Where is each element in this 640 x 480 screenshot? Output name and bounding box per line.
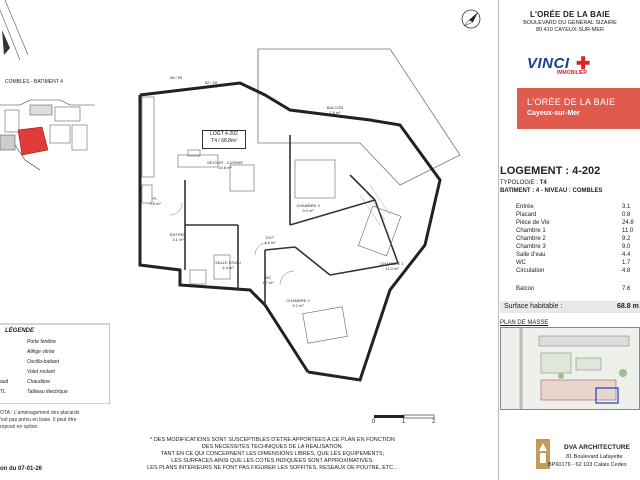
area-row [500,212,640,220]
room-sejour-name: SÉJOUR - CUISINE [206,160,243,165]
room-chambre1-name: CHAMBRE 1 [380,261,404,266]
area-label: Chambre 1 [516,228,546,234]
area-value: 9.2 [622,236,631,242]
room-sdeau [208,260,248,270]
room-chambre1 [372,261,412,271]
plan-masse [500,327,640,410]
disclaimer-line: TANT EN CE QUI CONCERNENT LES DIMENSIONS LIBRES, QUE LES EQUIPEMENTS; [160,451,385,457]
scale-bar-drawing [369,413,449,423]
legend-item [0,379,110,387]
area-row [500,236,640,244]
key-plan-label: COMBLES - BATIMENT 4 [5,79,63,85]
legend-note [0,410,79,431]
room-chambre1-area: 11.0 m² [385,266,399,271]
north-arrow [460,8,482,30]
area-value: 24.8 [622,220,634,226]
area-label: Entrée [516,204,534,210]
legend-note-line: 'est pas prévu en base. Il peut être [0,417,77,423]
typologie-label: TYPOLOGIE : [500,180,540,186]
balcon-value: 7.6 [622,286,631,292]
area-value: 0.8 [622,212,631,218]
key-plan-drawing [0,85,95,180]
vinci-logo [527,55,607,79]
room-chambre2-name: CHAMBRE 2 [286,298,310,303]
room-balcon-name: BALCON [326,105,344,110]
area-label: Circulation [516,268,545,274]
room-dgt-area: 4.8 m² [264,240,276,245]
project-title: L'ORÉE DE LA BAIE [529,10,611,19]
disclaimer-line: LES SURFACES AINSI QUE LES COTES INDIQUEES SONT APPROXIMATIVES. [171,458,374,464]
room-sdeau-area: 4.4 m² [222,265,234,270]
area-value: 3.1 [622,204,631,210]
legend-note-line: OTA : L'aménagement des placards [0,410,80,416]
room-chambre3 [288,203,328,213]
revision-date: on du 07-01-26 [0,466,43,472]
legend-desc: Porte fenêtre [27,339,56,345]
area-value: 9.0 [622,244,631,250]
balcon-row [500,286,640,294]
area-label: Chambre 2 [516,236,546,242]
room-wc-area: 1.7 m² [262,280,274,285]
legend-code: TL [0,389,6,395]
area-value: 1.7 [622,260,631,266]
disclaimer-line: DES NECESSITES TECHNIQUES DE LA REALISATION. [201,444,344,450]
scale-tick-2: 2 [432,419,436,425]
area-value: 4.8 [622,268,631,274]
room-entree-name: ENTREE [169,232,187,237]
legend-title: LÉGENDE [5,328,35,334]
scale-tick-1: 1 [402,419,406,425]
unit-tag-line1: LOGT 4-202 [210,131,238,137]
area-label: Chambre 3 [516,244,546,250]
room-sejour [190,160,260,170]
room-chambre2-area: 9.2 m² [292,303,304,308]
area-label: Salle d'eau [516,252,546,258]
batiment-line: BATIMENT : 4 - NIVEAU : COMBLES [500,188,603,194]
plan-masse-label: PLAN DE MASSE [500,320,549,326]
area-row [500,268,640,276]
scale-tick-0: 0 [372,419,376,425]
area-row [500,260,640,268]
unit-tag [202,130,246,149]
vinci-logo-sub: IMMOBILIER [557,70,587,76]
surface-label: Surface habitable : [504,303,563,310]
room-dgt-name: DGT [265,235,275,240]
unit-tag-line2: T4 / 68.8m² [211,138,237,144]
legend-item [0,349,110,357]
key-plan-top-drawing [0,0,28,75]
vinci-logo-text: VINCI [527,55,570,72]
area-row [500,228,640,236]
area-label: Placard [516,212,537,218]
area-value: 4.4 [622,252,631,258]
north-arrow-icon [460,8,482,30]
plan-dim-2: 52 / 10 [205,80,218,85]
room-balcon-area: 7.6 m² [329,110,341,115]
legend-item [0,369,110,377]
surface-habitable [500,301,640,313]
legend-desc: Chaudière [27,379,51,385]
room-sdeau-name: SALLE D'EAU [215,260,241,265]
room-sejour-area: 24.8 m² [218,165,232,170]
project-banner [517,88,640,129]
balcon-label: Balcon [516,286,535,292]
scale-bar [369,410,449,430]
disclaimer-line: * DES MODIFICATIONS SONT SUSCEPTIBLES D'ETRE APPORTEES A CE PLAN EN FONCTION [150,437,395,443]
legend-item [0,389,110,397]
area-label: Pièce de Vie [516,220,550,226]
surface-value: 68.8 m [617,303,639,310]
legend-item [0,359,110,367]
legend-desc: Oscillo-battant [27,359,59,365]
key-plan-top [0,0,28,75]
architect-address2: BP60176 - 62 103 Calais Cedex [548,462,627,468]
room-chambre3-name: CHAMBRE 3 [296,203,320,208]
key-plan [0,85,95,180]
area-row [500,252,640,260]
room-pl-name: PL [152,196,158,201]
project-address-line1: BOULEVARD DU GÉNÉRAL SIZAIRE [523,20,617,26]
area-value: 11.0 [622,228,634,234]
banner-title: L'ORÉE DE LA BAIE [527,97,616,107]
room-entree-area: 3.1 m² [172,237,184,242]
room-dgt [255,235,285,245]
project-address-line2: 80 410 CAYEUX-SUR-MER [535,27,605,33]
legend-item [0,339,110,347]
vinci-plus-icon: ✚ [576,54,591,73]
room-balcon [310,105,360,115]
legend-note-line: roposé en option [0,424,38,430]
legend-code: aud [0,379,9,385]
room-entree [163,232,193,242]
room-chambre2 [278,298,318,308]
legend [0,322,110,480]
legend-desc: Volet roulant [27,369,55,375]
logement-title: LOGEMENT : 4-202 [500,165,601,177]
typologie-value: T4 [539,180,547,186]
room-pl [145,196,165,206]
room-wc-name: WC [264,275,272,280]
legend-desc: Tableau électrique [27,389,68,395]
area-row [500,220,640,228]
disclaimer [120,437,425,472]
room-wc [258,275,278,285]
area-row [500,244,640,252]
architect-name: DVA ARCHITECTURE [564,444,630,451]
right-panel-divider [498,0,499,480]
plan-dim-1: 05 / 93 [170,75,183,80]
legend-desc: Allège vitrée [27,349,55,355]
banner-subtitle: Cayeux-sur-Mer [527,110,580,117]
architect-address1: 81 Boulevard Lafayette [566,454,623,460]
area-label: WC [516,260,526,266]
area-row [500,204,640,212]
room-pl-area: 0.8 m² [149,201,161,206]
disclaimer-line: LES PLANS INTERIEURS NE FONT PAS FIGURER LES SOFFITES, RESEAUX DE POUTRE, ETC... [147,465,398,471]
plan-masse-drawing [501,328,639,409]
room-chambre3-area: 9.0 m² [302,208,314,213]
typologie-line [500,180,547,186]
